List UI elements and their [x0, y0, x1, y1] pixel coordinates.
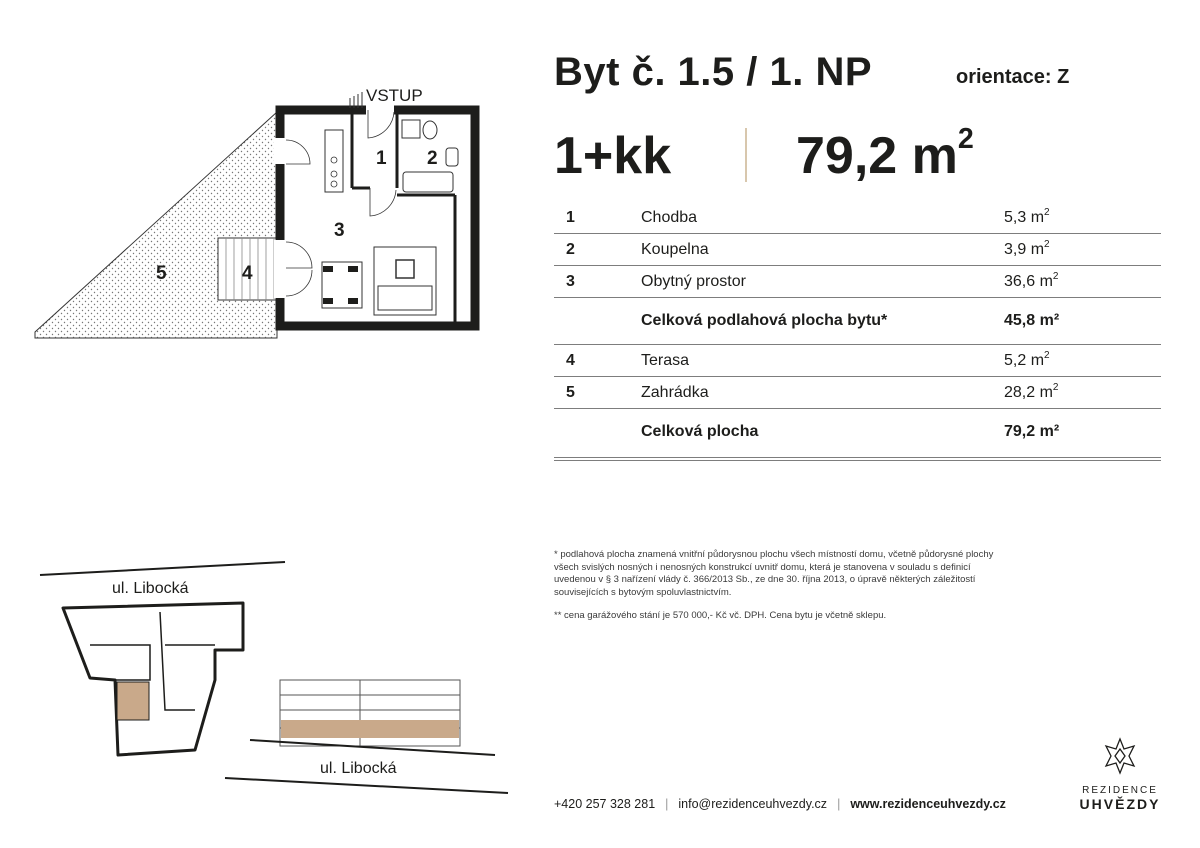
contact-footer: +420 257 328 281 | info@rezidenceuhvezdy.cz | www.rezidenceuhvezdy.cz	[554, 797, 1006, 811]
logo-line1: REZIDENCE	[1082, 785, 1158, 796]
apartment-title: Byt č. 1.5 / 1. NP	[554, 50, 873, 94]
garden-area	[35, 112, 277, 338]
logo-line2: UHVĚZDY	[1079, 796, 1161, 812]
room-label-1: 1	[376, 148, 387, 169]
brand-logo	[1070, 736, 1170, 812]
email-link[interactable]: info@rezidenceuhvezdy.cz	[678, 797, 828, 811]
area-table	[554, 202, 1161, 461]
street-label-top: ul. Libocká	[112, 580, 189, 597]
highlighted-unit-marker	[117, 682, 149, 720]
footnotes	[554, 549, 1009, 634]
header-separator	[745, 128, 747, 182]
phone-link[interactable]: +420 257 328 281	[554, 797, 656, 811]
website-link[interactable]: www.rezidenceuhvezdy.cz	[850, 797, 1006, 811]
site-plan	[30, 550, 520, 805]
table-row: 5 Zahrádka 28,2 $m^2$	[554, 377, 1161, 409]
table-row: 1 Chodba 5,3 $m^2$	[554, 202, 1161, 234]
floor-plan	[30, 90, 480, 345]
street-label-bottom: ul. Libocká	[320, 760, 397, 777]
table-row: 3 Obytný prostor 36,6 $m^2$	[554, 266, 1161, 298]
highlighted-floor-marker	[281, 720, 459, 738]
footnote-1: * podlahová plocha znamená vnitřní půdorysnou plochu všech místností domu, včetně půdorysné plochy všech svislých nosných i nenosných konstrukcí uvnitř domu, která je stanovena v souladu s definicí uvedenou v § 3 nařízení vlády č. 366/2013 Sb., ze dne 30. října 2013, o úpravě některých záležitostí souvisejících s bytovým spoluvlastnictvím.	[554, 549, 994, 598]
room-label-4: 4	[242, 263, 253, 284]
total-row: Celková plocha 79,2 m²	[554, 409, 1161, 461]
subtotal-row: Celková podlahová plocha bytu* 45,8 m²	[554, 298, 1161, 345]
room-label-3: 3	[334, 220, 345, 241]
room-label-5: 5	[156, 263, 167, 284]
room-label-2: 2	[427, 148, 438, 169]
total-area-heading: 79,2 $m^2$	[796, 123, 974, 185]
orientation: orientace: Z	[956, 66, 1070, 88]
layout-type: 1+kk	[554, 127, 672, 185]
footnote-2: ** cena garážového stání je 570 000,- Kč vč. DPH. Cena bytu je včetně sklepu.	[554, 610, 887, 621]
table-row: 4 Terasa 5,2 $m^2$	[554, 345, 1161, 377]
entrance-label: VSTUP	[366, 86, 423, 105]
table-row: 2 Koupelna 3,9 $m^2$	[554, 234, 1161, 266]
star-logo-icon	[1098, 736, 1142, 776]
